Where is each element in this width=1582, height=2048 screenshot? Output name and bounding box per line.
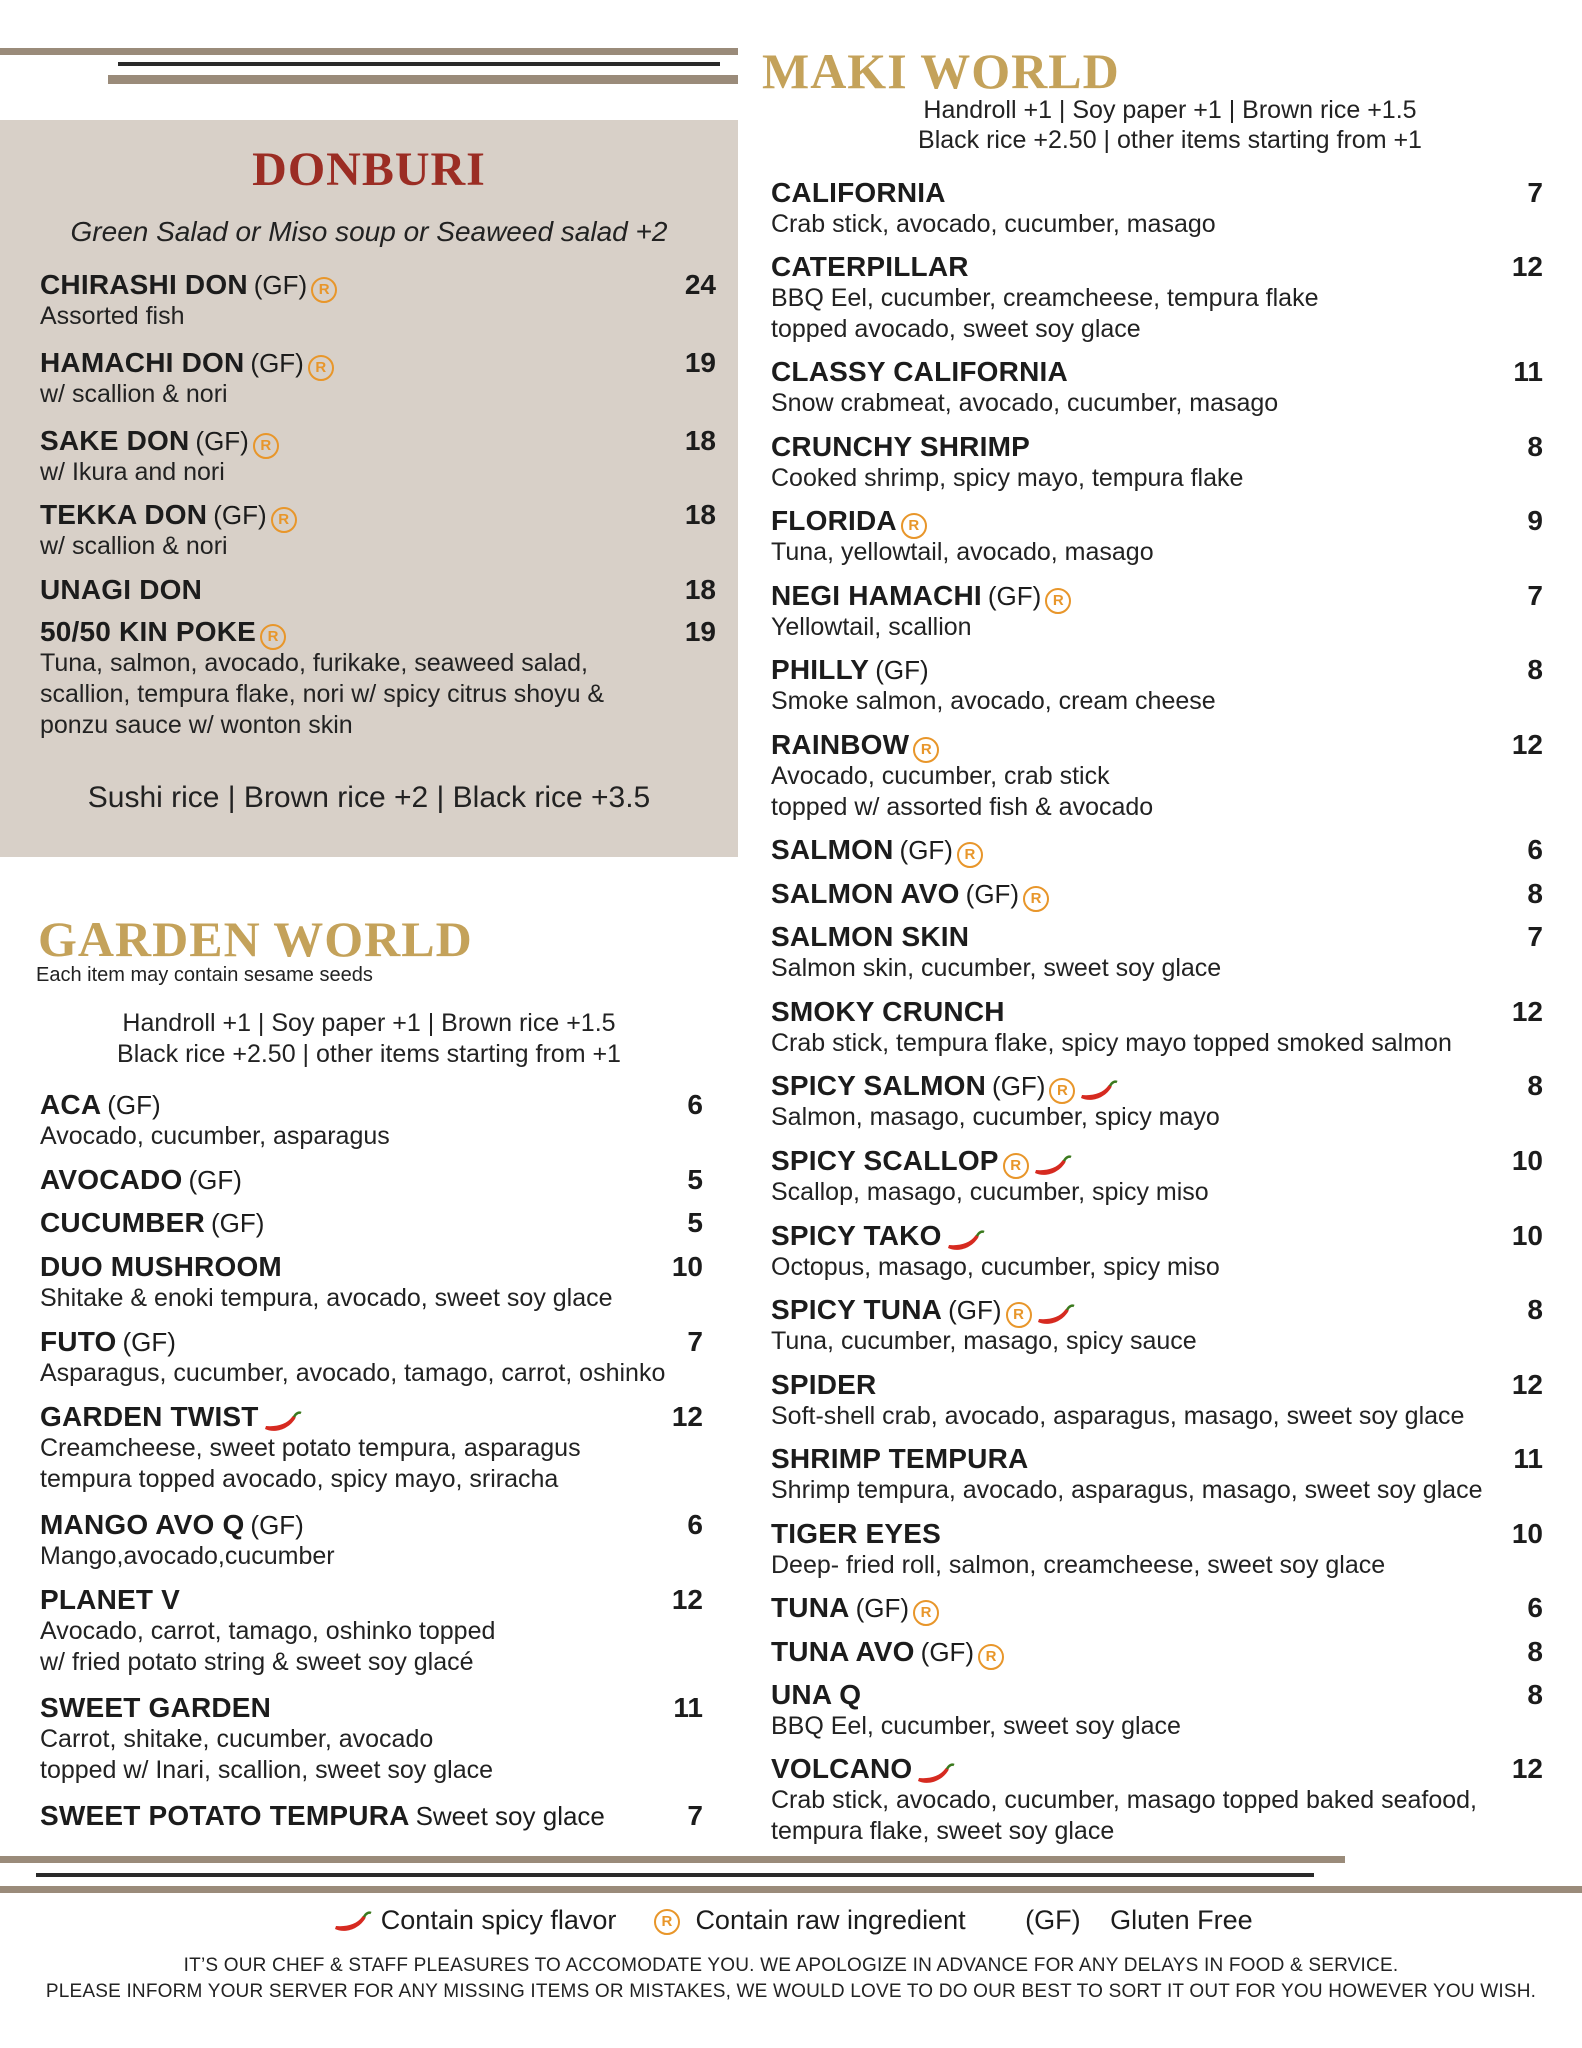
menu-item-description: w/ Ikura and nori <box>40 458 225 486</box>
menu-item-description: topped avocado, sweet soy glace <box>771 315 1141 343</box>
garden-options-line1: Handroll +1 | Soy paper +1 | Brown rice +1.5 <box>122 1009 616 1037</box>
menu-item-price: 18 <box>684 425 716 456</box>
raw-ingredient-icon: R <box>1006 1302 1032 1328</box>
menu-item-tag: (GF) <box>250 348 304 378</box>
menu-item-name: DUO MUSHROOM <box>40 1251 282 1282</box>
menu-item-description: Deep- fried roll, salmon, creamcheese, sweet soy glace <box>771 1551 1386 1579</box>
menu-item <box>40 1691 703 1786</box>
menu-item-description: Tuna, yellowtail, avocado, masago <box>771 538 1154 566</box>
menu-item-name: SPICY SALMON <box>771 1070 987 1101</box>
menu-item <box>40 1163 703 1196</box>
menu-item-price: 5 <box>687 1207 703 1238</box>
menu-item-price: 11 <box>1513 1443 1543 1474</box>
menu-item-name: SPIDER <box>771 1369 877 1400</box>
menu-item-tag: (GF) <box>875 655 929 685</box>
menu-item <box>40 1325 703 1389</box>
legend-gf-label: Gluten Free <box>1110 1905 1253 1935</box>
menu-item-header <box>40 1799 703 1832</box>
menu-item-description: Salmon, masago, cucumber, spicy mayo <box>771 1103 1220 1131</box>
menu-item <box>40 498 716 562</box>
donburi-title: DONBURI <box>252 143 486 196</box>
top-rule-dark <box>118 62 720 66</box>
menu-item-name: SWEET GARDEN <box>40 1692 272 1723</box>
menu-item-header <box>771 653 1543 686</box>
menu-item <box>771 728 1543 823</box>
footer-line-1: IT’S OUR CHEF & STAFF PLEASURES TO ACCOMODATE YOU. WE APOLOGIZE IN ADVANCE FOR ANY DELAYS IN FOOD & SERVICE. <box>183 1955 1399 1976</box>
raw-ingredient-icon: R <box>901 513 927 539</box>
menu-item-header <box>40 1583 703 1616</box>
menu-item-name: UNAGI DON <box>40 574 203 605</box>
menu-item-price: 11 <box>1513 356 1543 387</box>
menu-item-description: tempura flake, sweet soy glace <box>771 1817 1115 1845</box>
menu-item-header <box>771 1144 1543 1177</box>
menu-item-name: ACA <box>40 1089 102 1120</box>
menu-item-description: w/ scallion & nori <box>40 532 228 560</box>
menu-item-header <box>771 1293 1543 1326</box>
menu-item-tag: (GF) <box>855 1593 909 1623</box>
menu-item-name: SPICY TUNA <box>771 1294 943 1325</box>
chili-pepper-icon <box>1079 1078 1119 1104</box>
chili-pepper-icon <box>946 1228 986 1254</box>
menu-item-name: 50/50 KIN POKE <box>40 616 256 647</box>
menu-item-description: Creamcheese, sweet potato tempura, asparagus <box>40 1434 581 1462</box>
menu-item-price: 7 <box>687 1800 703 1831</box>
menu-item-header <box>771 1368 1543 1401</box>
menu-item-header <box>40 498 716 531</box>
menu-item <box>771 1442 1543 1506</box>
menu-item-description: ponzu sauce w/ wonton skin <box>40 711 353 739</box>
menu-item-name: TEKKA DON <box>40 499 208 530</box>
menu-item-tag: (GF) <box>122 1327 176 1357</box>
menu-item-price: 7 <box>1527 177 1543 208</box>
menu-item-description: Avocado, carrot, tamago, oshinko topped <box>40 1617 496 1645</box>
menu-item-description: Shrimp tempura, avocado, asparagus, masago, sweet soy glace <box>771 1476 1483 1504</box>
menu-item-header <box>771 995 1543 1028</box>
menu-item-description: w/ fried potato string & sweet soy glacé <box>40 1648 474 1676</box>
menu-item-description: Tuna, salmon, avocado, furikake, seaweed salad, <box>40 649 588 677</box>
menu-item-price: 8 <box>1527 1294 1543 1325</box>
menu-item-price: 12 <box>1511 729 1543 760</box>
menu-item <box>771 1069 1543 1133</box>
menu-item-price: 10 <box>1511 1518 1543 1549</box>
maki-options-line2: Black rice +2.50 | other items starting from +1 <box>918 126 1422 154</box>
bottom-rule-dark <box>36 1873 1314 1877</box>
bottom-rule-tan-2 <box>0 1886 1582 1893</box>
menu-item-name: NEGI HAMACHI <box>771 580 982 611</box>
menu-item <box>771 877 1543 910</box>
menu-item-header <box>40 615 716 648</box>
menu-item-name: TUNA <box>771 1592 850 1623</box>
menu-item <box>771 1591 1543 1624</box>
menu-item-name: SMOKY CRUNCH <box>771 996 1005 1027</box>
menu-item-name: CHIRASHI DON <box>40 269 248 300</box>
menu-item <box>771 176 1543 240</box>
menu-item-description: Crab stick, avocado, cucumber, masago <box>771 210 1216 238</box>
menu-item-header <box>771 1219 1543 1252</box>
menu-item <box>40 1400 703 1495</box>
raw-ingredient-icon: R <box>913 737 939 763</box>
menu-item <box>771 1293 1543 1357</box>
raw-ingredient-icon: R <box>311 277 337 303</box>
menu-item <box>771 430 1543 494</box>
menu-item-tag: (GF) <box>899 835 953 865</box>
menu-item-description: Scallop, masago, cucumber, spicy miso <box>771 1178 1209 1206</box>
raw-ingredient-icon: R <box>1049 1078 1075 1104</box>
menu-item-name: SHRIMP TEMPURA <box>771 1443 1029 1474</box>
menu-item-name: TUNA AVO <box>771 1636 915 1667</box>
raw-ingredient-icon: R <box>1003 1153 1029 1179</box>
menu-item-price: 7 <box>687 1326 703 1357</box>
menu-item-description: Salmon skin, cucumber, sweet soy glace <box>771 954 1222 982</box>
menu-item-price: 9 <box>1527 505 1543 536</box>
raw-ingredient-icon: R <box>271 507 297 533</box>
menu-item-name: SALMON AVO <box>771 878 960 909</box>
raw-ingredient-icon: R <box>654 1909 680 1935</box>
maki-title: MAKI WORLD <box>762 43 1120 99</box>
menu-item-tag: (GF) <box>920 1637 975 1667</box>
menu-item-name: CLASSY CALIFORNIA <box>771 356 1068 387</box>
donburi-subtitle: Green Salad or Miso soup or Seaweed salad +2 <box>70 216 668 247</box>
menu-item <box>771 1368 1543 1432</box>
menu-item-price: 6 <box>687 1509 703 1540</box>
menu-item-description: topped w/ assorted fish & avocado <box>771 793 1154 821</box>
menu-item-header <box>771 250 1543 283</box>
menu-item <box>771 1752 1543 1847</box>
menu-item-description: Carrot, shitake, cucumber, avocado <box>40 1725 434 1753</box>
menu-item-header <box>771 176 1543 209</box>
menu-item-header <box>40 346 716 379</box>
menu-item-description: Yellowtail, scallion <box>771 613 972 641</box>
chili-pepper-icon <box>1036 1302 1076 1328</box>
raw-ingredient-icon: R <box>1023 886 1049 912</box>
menu-item-description: Octopus, masago, cucumber, spicy miso <box>771 1253 1220 1281</box>
menu-item-header <box>40 1250 703 1283</box>
menu-item-price: 10 <box>1511 1145 1543 1176</box>
menu-item-price: 6 <box>1527 834 1543 865</box>
menu-item-header <box>771 1517 1543 1550</box>
menu-item-name: SALMON SKIN <box>771 921 970 952</box>
menu-item-name: MANGO AVO Q <box>40 1509 245 1540</box>
menu-item-tag: (GF) <box>213 500 267 530</box>
menu-item-description: tempura topped avocado, spicy mayo, sriracha <box>40 1465 559 1493</box>
menu-item-header <box>40 573 716 606</box>
menu-item-tag: (GF) <box>965 879 1020 909</box>
menu-item <box>771 1517 1543 1581</box>
menu-item <box>40 573 716 606</box>
menu-item-price: 11 <box>673 1692 703 1723</box>
legend-raw-label: Contain raw ingredient <box>695 1905 966 1935</box>
menu-item-price: 18 <box>684 574 716 605</box>
menu-item-price: 18 <box>684 499 716 530</box>
menu-item-name: RAINBOW <box>771 729 910 760</box>
menu-item-header <box>771 833 1543 866</box>
legend <box>0 1905 1582 1939</box>
menu-item-header <box>40 1691 703 1724</box>
menu-item-header <box>771 1069 1543 1102</box>
menu-item-name: CUCUMBER <box>40 1207 205 1238</box>
menu-item-header <box>771 877 1543 910</box>
menu-item-name: SALMON <box>771 834 894 865</box>
menu-item-description: Mango,avocado,cucumber <box>40 1542 335 1570</box>
menu-item-price: 5 <box>687 1164 703 1195</box>
menu-item <box>771 920 1543 984</box>
menu-item-description: Assorted fish <box>40 302 185 330</box>
menu-item-tag: (GF) <box>948 1295 1002 1325</box>
menu-item-description: Asparagus, cucumber, avocado, tamago, carrot, oshinko <box>40 1359 666 1387</box>
menu-item <box>771 995 1543 1059</box>
menu-item <box>771 833 1543 866</box>
menu-item-price: 7 <box>1527 580 1543 611</box>
menu-item-header <box>40 1400 703 1433</box>
menu-item-price: 8 <box>1527 1070 1543 1101</box>
raw-ingredient-icon: R <box>957 842 983 868</box>
menu-item-description: Snow crabmeat, avocado, cucumber, masago <box>771 389 1279 417</box>
menu-item-description: Avocado, cucumber, asparagus <box>40 1122 390 1150</box>
menu-item <box>771 250 1543 345</box>
menu-item-description: Soft-shell crab, avocado, asparagus, masago, sweet soy glace <box>771 1402 1465 1430</box>
menu-item-name: HAMACHI DON <box>40 347 245 378</box>
menu-item-tag: (GF) <box>987 581 1042 611</box>
menu-item-header <box>40 424 716 457</box>
menu-item-price: 8 <box>1527 1679 1543 1710</box>
menu-item-name: AVOCADO <box>40 1164 183 1195</box>
menu-item-name: SWEET POTATO TEMPURA <box>40 1800 410 1831</box>
menu-item-tag: (GF) <box>253 270 308 300</box>
menu-item-header <box>771 1752 1543 1785</box>
menu-item-name: FLORIDA <box>771 505 897 536</box>
menu-item-header <box>40 268 716 301</box>
menu-item-tag: (GF) <box>250 1510 304 1540</box>
menu-item <box>771 355 1543 419</box>
menu-item <box>40 1583 703 1678</box>
menu-item-description: Avocado, cucumber, crab stick <box>771 762 1110 790</box>
menu-item-price: 12 <box>671 1401 703 1432</box>
menu-item-header <box>771 355 1543 388</box>
raw-ingredient-icon: R <box>260 624 286 650</box>
menu-item-tag: (GF) <box>188 1165 242 1195</box>
menu-item-price: 10 <box>1511 1220 1543 1251</box>
menu-item-price: 8 <box>1527 1636 1543 1667</box>
menu-item-price: 12 <box>671 1584 703 1615</box>
menu-item <box>40 615 716 741</box>
chili-pepper-icon <box>263 1409 303 1435</box>
menu-item-header <box>40 1088 703 1121</box>
menu-item-header <box>771 1591 1543 1624</box>
menu-item-description: Tuna, cucumber, masago, spicy sauce <box>771 1327 1197 1355</box>
menu-item-price: 12 <box>1511 996 1543 1027</box>
menu-item-name: CRUNCHY SHRIMP <box>771 431 1030 462</box>
menu-item-price: 12 <box>1511 1369 1543 1400</box>
menu-item-price: 6 <box>687 1089 703 1120</box>
menu-item-price: 12 <box>1511 1753 1543 1784</box>
menu-item-description: Smoke salmon, avocado, cream cheese <box>771 687 1216 715</box>
bottom-rule-tan <box>0 1856 1345 1863</box>
menu-item-price: 8 <box>1527 654 1543 685</box>
menu-item-price: 10 <box>671 1251 703 1282</box>
menu-item-price: 8 <box>1527 431 1543 462</box>
raw-ingredient-icon: R <box>308 355 334 381</box>
raw-ingredient-icon: R <box>978 1644 1004 1670</box>
menu-item-header <box>40 1206 703 1239</box>
menu-item-header <box>771 1442 1543 1475</box>
menu-item-description: BBQ Eel, cucumber, sweet soy glace <box>771 1712 1181 1740</box>
menu-item <box>40 1508 703 1572</box>
menu-item-price: 19 <box>684 616 716 647</box>
menu-item-header <box>771 1678 1543 1711</box>
legend-gf-symbol: (GF) <box>1025 1905 1081 1935</box>
menu-item <box>40 1206 703 1239</box>
menu-item <box>40 346 716 410</box>
menu-item-name: PLANET V <box>40 1584 181 1615</box>
menu-item-name: CALIFORNIA <box>771 177 946 208</box>
footer-line-2: PLEASE INFORM YOUR SERVER FOR ANY MISSING ITEMS OR MISTAKES, WE WOULD LOVE TO DO OUR BEST TO SORT IT OUT FOR YOU HOWEVER YOU WISH. <box>45 1981 1537 2002</box>
menu-item-tag: (GF) <box>195 426 249 456</box>
menu-item-name: UNA Q <box>771 1679 862 1710</box>
menu-item <box>40 1799 703 1832</box>
chili-pepper-icon <box>916 1761 956 1787</box>
menu-item <box>771 1144 1543 1208</box>
menu-item-name: SPICY SCALLOP <box>771 1145 999 1176</box>
menu-item-name: VOLCANO <box>771 1753 913 1784</box>
menu-item-price: 6 <box>1527 1592 1543 1623</box>
top-rule-tan <box>0 48 738 55</box>
menu-item <box>771 1635 1543 1668</box>
menu-item-name: SAKE DON <box>40 425 190 456</box>
chili-pepper-icon <box>333 1909 373 1935</box>
menu-item <box>40 424 716 488</box>
menu-item-tag: Sweet soy glace <box>415 1801 605 1831</box>
menu-item <box>771 653 1543 717</box>
menu-item-description: Shitake & enoki tempura, avocado, sweet soy glace <box>40 1284 613 1312</box>
menu-item-price: 24 <box>684 269 716 300</box>
menu-item-name: FUTO <box>40 1326 117 1357</box>
menu-item-price: 12 <box>1511 251 1543 282</box>
menu-item-name: GARDEN TWIST <box>40 1401 259 1432</box>
menu-item-header <box>771 430 1543 463</box>
raw-ingredient-icon: R <box>253 433 279 459</box>
legend-spicy-label: Contain spicy flavor <box>380 1905 617 1935</box>
menu-item <box>40 1250 703 1314</box>
menu-item-header <box>771 920 1543 953</box>
menu-item-tag: (GF) <box>992 1071 1046 1101</box>
menu-item-description: Crab stick, tempura flake, spicy mayo topped smoked salmon <box>771 1029 1452 1057</box>
menu-item <box>40 1088 703 1152</box>
menu-item <box>771 504 1543 568</box>
menu-item-header <box>40 1325 703 1358</box>
menu-item-header <box>771 728 1543 761</box>
menu-item-tag: (GF) <box>107 1090 161 1120</box>
menu-item-name: CATERPILLAR <box>771 251 969 282</box>
menu-item-description: Crab stick, avocado, cucumber, masago topped baked seafood, <box>771 1786 1477 1814</box>
maki-options-line1: Handroll +1 | Soy paper +1 | Brown rice +1.5 <box>923 96 1417 124</box>
menu-item-header <box>40 1508 703 1541</box>
menu-item-price: 8 <box>1527 878 1543 909</box>
menu-item-description: scallion, tempura flake, nori w/ spicy citrus shoyu & <box>40 680 605 708</box>
menu-item-price: 7 <box>1527 921 1543 952</box>
menu-item <box>771 579 1543 643</box>
chili-pepper-icon <box>1033 1153 1073 1179</box>
menu-item <box>771 1678 1543 1742</box>
menu-item-header <box>771 1635 1543 1668</box>
menu-item <box>771 1219 1543 1283</box>
menu-item-header <box>771 504 1543 537</box>
menu-item <box>40 268 716 332</box>
menu-item-description: Cooked shrimp, spicy mayo, tempura flake <box>771 464 1244 492</box>
menu-item-tag: (GF) <box>210 1208 265 1238</box>
raw-ingredient-icon: R <box>1045 588 1071 614</box>
top-rule-tan-2 <box>108 75 738 84</box>
raw-ingredient-icon: R <box>913 1600 939 1626</box>
menu-item-header <box>771 579 1543 612</box>
menu-item-name: TIGER EYES <box>771 1518 942 1549</box>
menu-item-header <box>40 1163 703 1196</box>
menu-item-description: BBQ Eel, cucumber, creamcheese, tempura flake <box>771 284 1319 312</box>
menu-item-description: w/ scallion & nori <box>40 380 228 408</box>
menu-item-name: SPICY TAKO <box>771 1220 942 1251</box>
menu-item-price: 19 <box>684 347 716 378</box>
donburi-rice-options: Sushi rice | Brown rice +2 | Black rice +3.5 <box>87 781 651 814</box>
menu-item-name: PHILLY <box>771 654 870 685</box>
garden-allergen-note: Each item may contain sesame seeds <box>36 964 373 986</box>
menu-item-description: topped w/ Inari, scallion, sweet soy glace <box>40 1756 494 1784</box>
garden-title: GARDEN WORLD <box>38 911 473 967</box>
garden-options-line2: Black rice +2.50 | other items starting from +1 <box>117 1040 621 1068</box>
